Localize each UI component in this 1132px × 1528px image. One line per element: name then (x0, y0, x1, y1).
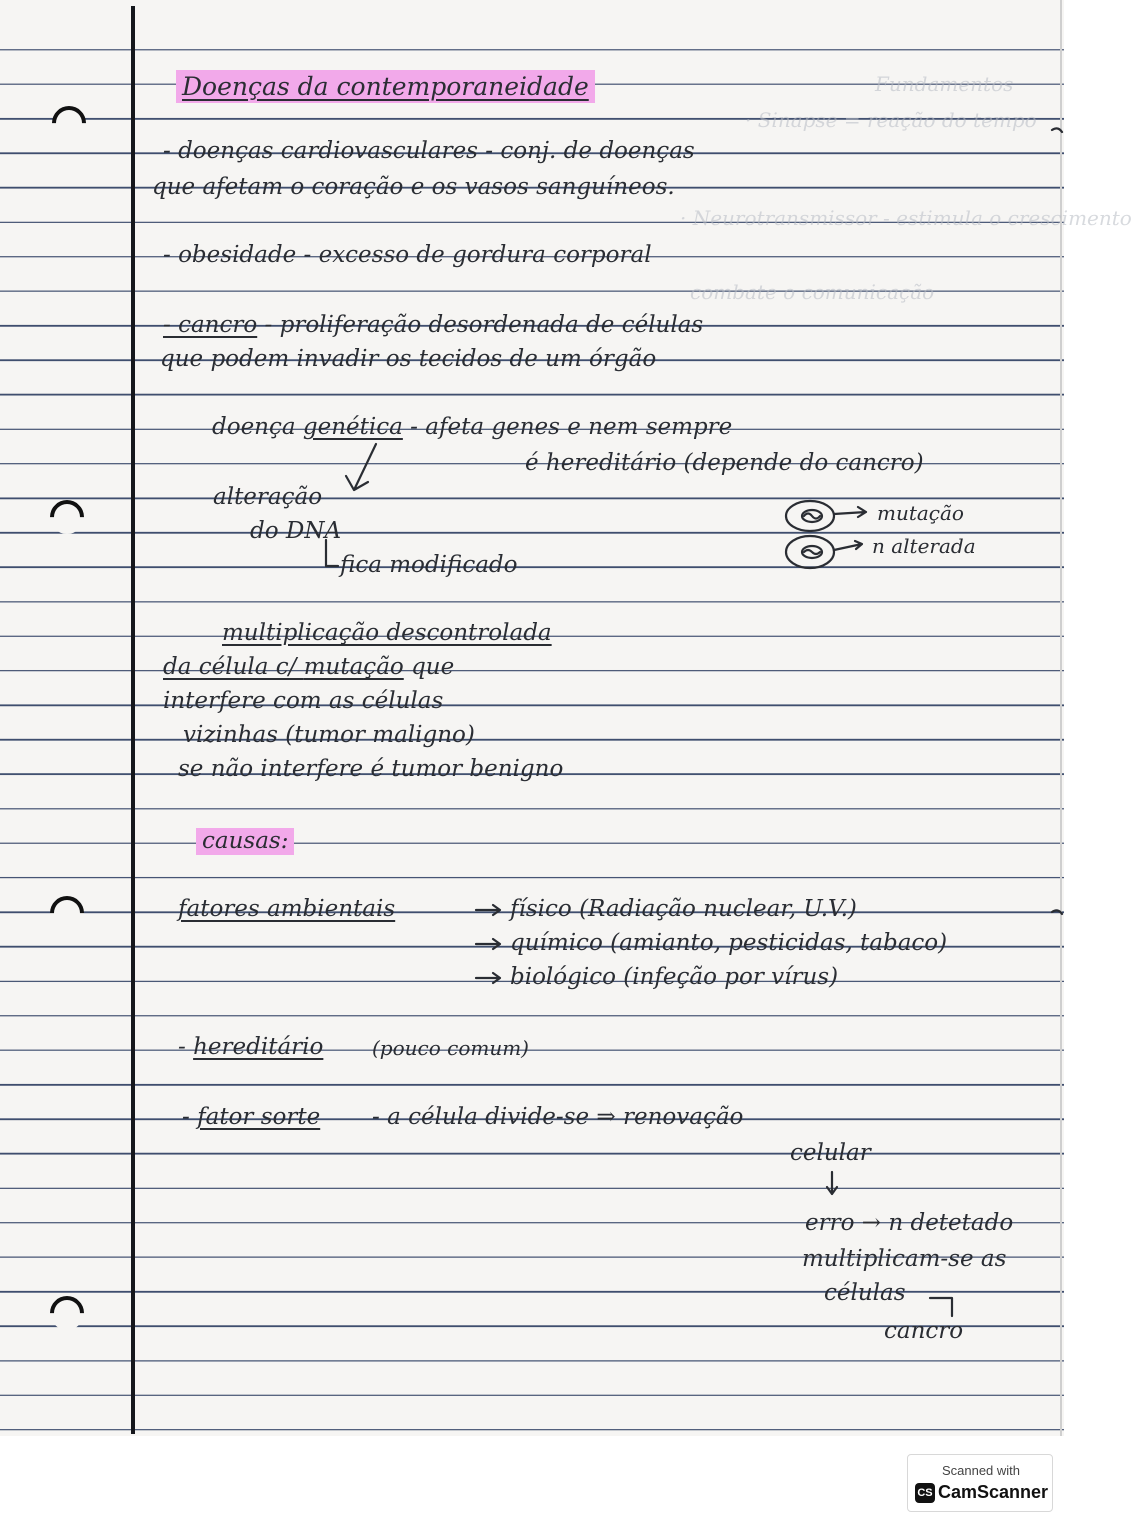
note-line: - hereditário (178, 1034, 324, 1060)
note-line: células (824, 1280, 906, 1306)
note-line: do DNA (250, 518, 342, 544)
note-line: se não interfere é tumor benigno (178, 756, 564, 782)
definition: - proliferação desordenada de células (257, 312, 704, 338)
cell-normal-icon (786, 536, 862, 568)
term: genética (302, 414, 403, 440)
definition: - afeta genes e nem sempre (402, 414, 733, 440)
section-heading: causas: (196, 828, 294, 855)
note-line: erro → n detetado (805, 1210, 1014, 1236)
note-line: interfere com as células (163, 688, 444, 714)
diagram-label: n alterada (872, 534, 976, 558)
cell-mutated-icon (786, 501, 866, 531)
note-line: fatores ambientais (178, 896, 396, 922)
ghost-text: combate o comunicação (690, 280, 935, 304)
arrow-down-icon (827, 1172, 837, 1194)
note-line: químico (amianto, pesticidas, tabaco) (510, 930, 948, 956)
word: doença (212, 414, 303, 440)
note-line: celular (790, 1140, 871, 1166)
note-line: alteração (213, 484, 323, 510)
bracket-icon (930, 1298, 952, 1316)
note-line: fica modificado (340, 552, 518, 578)
scanner-watermark (907, 1454, 1053, 1512)
term: fator sorte (197, 1104, 321, 1130)
arrow-right-icon (476, 973, 500, 983)
note-line: - doenças cardiovasculares - conj. de doenças (163, 138, 695, 164)
note-line: biológico (infeção por vírus) (510, 964, 839, 990)
note-line: vizinhas (tumor maligno) (183, 722, 475, 748)
term: - cancro (163, 312, 258, 338)
arrow-right-icon (476, 905, 500, 915)
watermark-caption: Scanned with (941, 1463, 1021, 1478)
word: que (403, 654, 455, 680)
diagram-label: mutação (877, 501, 964, 525)
camscanner-logo-icon: CS (915, 1483, 935, 1503)
watermark-brand: CamScanner (938, 1482, 1049, 1502)
note-line: cancro (884, 1318, 964, 1344)
ghost-text: · Neurotransmissor - estimula o crescimento (680, 206, 1132, 230)
note-line: (pouco comum) (372, 1036, 529, 1060)
ghost-text: · Sinapse = reação do tempo (745, 108, 1037, 132)
bracket-icon (326, 540, 338, 566)
note-line: que podem invadir os tecidos de um órgão (160, 346, 657, 372)
note-line: físico (Radiação nuclear, U.V.) (510, 896, 857, 922)
note-line: - obesidade - excesso de gordura corporal (163, 242, 652, 268)
note-line: - fator sorte (182, 1104, 321, 1130)
note-line: que afetam o coração e os vasos sanguíneos. (152, 174, 675, 200)
note-line: multiplicação descontrolada (222, 620, 552, 646)
word: da célula c/ (163, 654, 304, 680)
arrow-down-icon (346, 444, 376, 490)
ghost-text: Fundamentos (875, 72, 1014, 96)
term: hereditário (193, 1034, 324, 1060)
term: mutação (303, 654, 404, 680)
arrow-right-icon (476, 939, 500, 949)
note-line: - a célula divide-se ⇒ renovação (372, 1104, 744, 1130)
note-line: é hereditário (depende do cancro) (525, 450, 924, 476)
page-title: Doenças da contemporaneidade (176, 70, 595, 103)
note-line: multiplicam-se as (802, 1246, 1007, 1272)
